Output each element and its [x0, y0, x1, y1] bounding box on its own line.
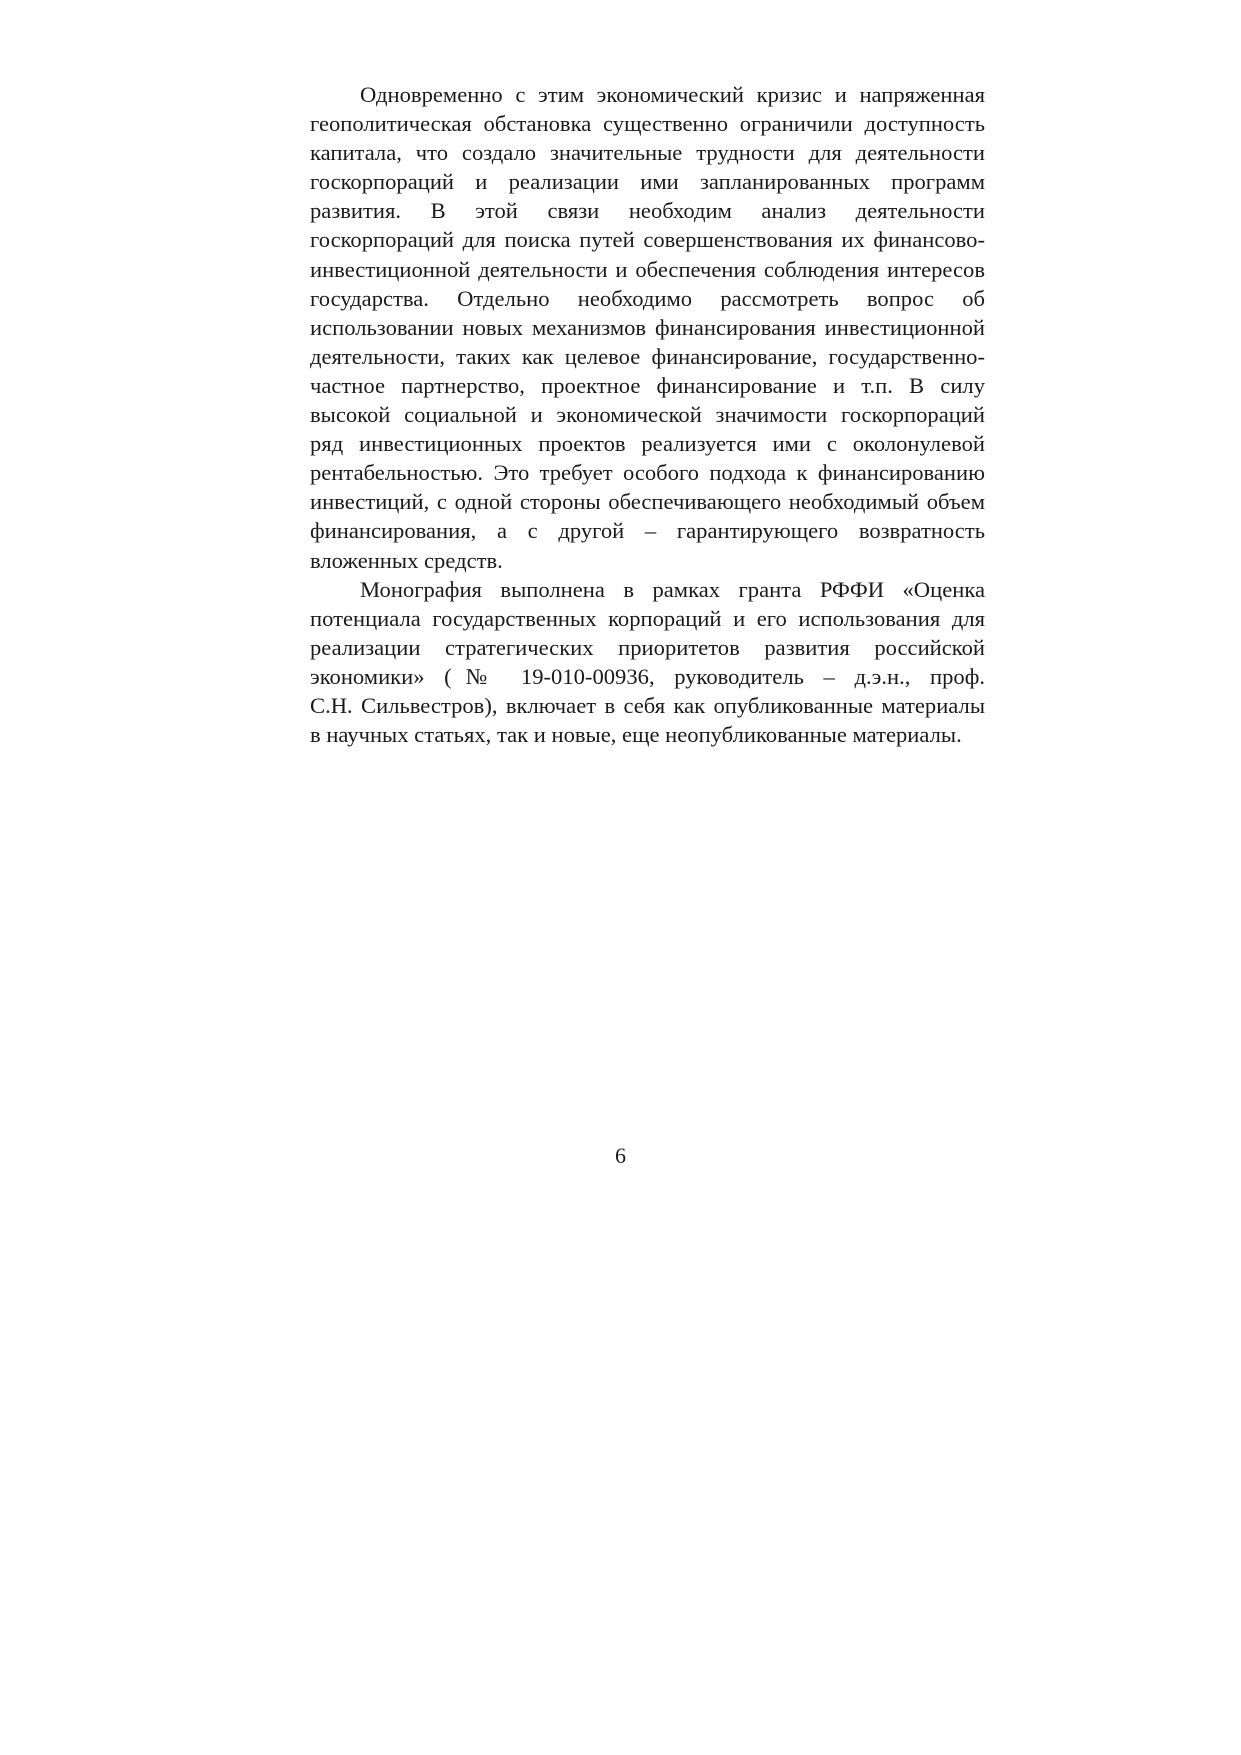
text-line: инвестиционной деятельности и обеспечения соблюдения интересов — [310, 256, 985, 282]
text-line: С.Н. Сильвестров), включает в себя как опубликованные материалы — [310, 692, 985, 718]
text-line: потенциала государственных корпораций и его использования для — [310, 605, 985, 631]
text-line: Монография выполнена в рамках гранта РФФИ «Оценка — [360, 576, 985, 602]
text-line: государства. Отдельно необходимо рассмотреть вопрос об — [310, 285, 985, 311]
paragraph-2 — [310, 575, 985, 750]
text-line: ряд инвестиционных проектов реализуется ими с околонулевой — [310, 431, 985, 457]
text-line: экономики» (№ 19-010-00936, руководитель – д.э.н., проф. — [310, 663, 985, 689]
text-line: использовании новых механизмов финансирования инвестиционной — [310, 314, 985, 340]
text-line: в научных статьях, так и новые, еще неопубликованные материалы. — [310, 722, 962, 748]
text-line: госкорпораций и реализации ими запланированных программ — [310, 169, 985, 195]
text-line: финансирования, а с другой – гарантирующего возвратность — [310, 518, 985, 544]
page-number: 6 — [615, 1143, 626, 1168]
text-line: госкорпораций для поиска путей совершенствования их финансово- — [310, 227, 985, 253]
text-line: геополитическая обстановка существенно ограничили доступность — [310, 111, 985, 137]
text-line: Одновременно с этим экономический кризис и напряженная — [360, 82, 985, 107]
text-line: инвестиций, с одной стороны обеспечивающего необходимый объем — [310, 489, 985, 515]
paragraph-1 — [310, 80, 985, 575]
text-line: рентабельностью. Это требует особого подхода к финансированию — [310, 460, 985, 486]
text-line: частное партнерство, проектное финансирование и т.п. В силу — [310, 372, 985, 398]
text-line: капитала, что создало значительные трудности для деятельности — [310, 140, 985, 166]
text-line: реализации стратегических приоритетов развития российской — [310, 634, 985, 660]
text-line: деятельности, таких как целевое финансирование, государственно- — [310, 343, 985, 369]
body-text — [310, 80, 985, 749]
text-line: развития. В этой связи необходим анализ деятельности — [310, 198, 985, 224]
text-line: высокой социальной и экономической значимости госкорпораций — [310, 402, 985, 428]
text-line: вложенных средств. — [310, 547, 503, 573]
